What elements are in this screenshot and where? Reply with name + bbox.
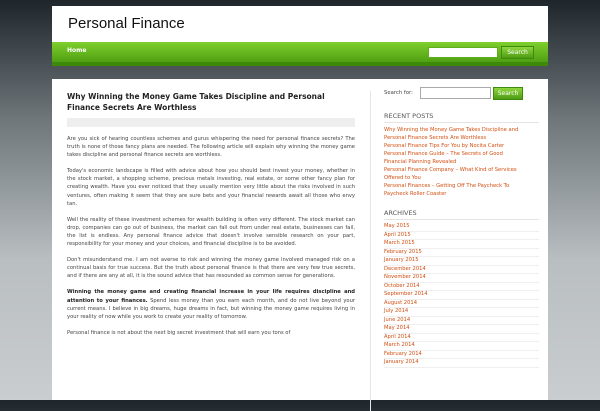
- post-paragraph-bold: [67, 288, 355, 320]
- archive-link[interactable]: January 2015: [384, 257, 539, 266]
- archive-link[interactable]: March 2014: [384, 342, 539, 351]
- recent-post-link[interactable]: Offered to You: [384, 175, 421, 181]
- sidebar-search: [384, 87, 539, 101]
- post-paragraph: Are you sick of hearing countless schemes and gurus whispering the need for personal finance secrets? The truth is none of those fancy plans are needed. The following article will explain why winning the money game takes discipline and personal finance secrets are worthless.: [67, 136, 355, 159]
- post-paragraph: Today's economic landscape is filled with advice about how you should best invest your money, whether in the stock market, a shopping scheme, precious metals investing, real estate, or some other fancy plan for creating wealth. Have you ever noticed that they usually mention very little about the risks involved in such ventures, often making it seem that they are sure bets and your financial rewards await all those who envy tan.: [67, 168, 355, 207]
- archive-link[interactable]: September 2014: [384, 291, 539, 300]
- recent-post-link[interactable]: Personal Finance Company – What Kind of Services: [384, 167, 517, 173]
- archives-list: [384, 223, 539, 368]
- post-meta-bar: [67, 118, 355, 127]
- site-header: [52, 6, 548, 42]
- page-wrapper: [52, 0, 548, 400]
- recent-post-link[interactable]: Personal Finance Secrets Are Worthless: [384, 135, 487, 141]
- main-area: [52, 79, 548, 400]
- recent-posts-title: RECENT POSTS: [384, 112, 539, 123]
- archive-link[interactable]: January 2014: [384, 359, 539, 368]
- post-paragraph: Don't misunderstand me. I am not averse to risk and winning the money game involved managed risk on a continual basis for true success. But the truth about personal finance is that there are very few true secrets, and if there are any at all, it is the sound advice that has resounded as common sense for generations.: [67, 257, 355, 280]
- archive-link[interactable]: February 2014: [384, 351, 539, 360]
- archive-link[interactable]: May 2015: [384, 223, 539, 232]
- nav-search-input[interactable]: [428, 47, 498, 58]
- archives-title: ARCHIVES: [384, 209, 539, 220]
- recent-post-link[interactable]: Financial Planning Revealed: [384, 159, 457, 165]
- post-title[interactable]: Why Winning the Money Game Takes Discipline and Personal Finance Secrets Are Worthless: [67, 92, 325, 112]
- post-paragraph: Well the reality of these investment schemes for wealth building is often very different. The stock market can drop, companies can go out of business, the market can fall out from under real estate, businesses can fail, the list is endless. Any personal finance advice that doesn't involve sensible research on your part, responsibility for your money and your choices, and financial discipline is to be avoided.: [67, 216, 355, 248]
- sidebar-search-button[interactable]: Search: [493, 87, 523, 100]
- bold-lead: Winning the money game and creating financial increase in your life requires discipline and attention to your finances.: [67, 289, 355, 304]
- nav-home-link[interactable]: Home: [67, 47, 87, 54]
- recent-post-link[interactable]: Personal Finance Guide – The Secrets of Good: [384, 151, 503, 157]
- recent-post-link[interactable]: Paycheck Roller Coaster: [384, 191, 447, 197]
- archive-link[interactable]: April 2015: [384, 232, 539, 241]
- recent-post-link[interactable]: Why Winning the Money Game Takes Discipline and: [384, 127, 519, 133]
- column-divider: [370, 91, 371, 411]
- archive-link[interactable]: October 2014: [384, 283, 539, 292]
- bold-rest: Spend less money than you earn each month, and do not live beyond your current means. I believe in big dreams, huge dreams in fact, but winning the money game requires living in your reality of now while you work to create your reality of tomorrow.: [67, 297, 355, 320]
- post-paragraph: Personal finance is not about the next big secret investment that will earn you tons of: [67, 329, 291, 336]
- archive-link[interactable]: March 2015: [384, 240, 539, 249]
- site-title[interactable]: Personal Finance: [68, 15, 185, 32]
- archive-link[interactable]: August 2014: [384, 300, 539, 309]
- nav-search-button[interactable]: Search: [501, 46, 534, 59]
- recent-post-link[interactable]: Personal Finances – Getting Off The Paycheck To: [384, 183, 510, 189]
- nav-bar: [52, 42, 548, 66]
- archive-link[interactable]: June 2014: [384, 317, 539, 326]
- recent-post-link[interactable]: Personal Finance Tips For You by Nocita Carter: [384, 143, 505, 149]
- archive-link[interactable]: May 2014: [384, 325, 539, 334]
- recent-posts-list: [384, 126, 539, 198]
- archive-link[interactable]: November 2014: [384, 274, 539, 283]
- archive-link[interactable]: July 2014: [384, 308, 539, 317]
- archive-link[interactable]: February 2015: [384, 249, 539, 258]
- sidebar: [384, 87, 539, 368]
- archive-link[interactable]: December 2014: [384, 266, 539, 275]
- search-label: Search for:: [384, 90, 413, 96]
- sidebar-search-input[interactable]: [420, 87, 491, 99]
- archive-link[interactable]: April 2014: [384, 334, 539, 343]
- post-content: [67, 91, 355, 337]
